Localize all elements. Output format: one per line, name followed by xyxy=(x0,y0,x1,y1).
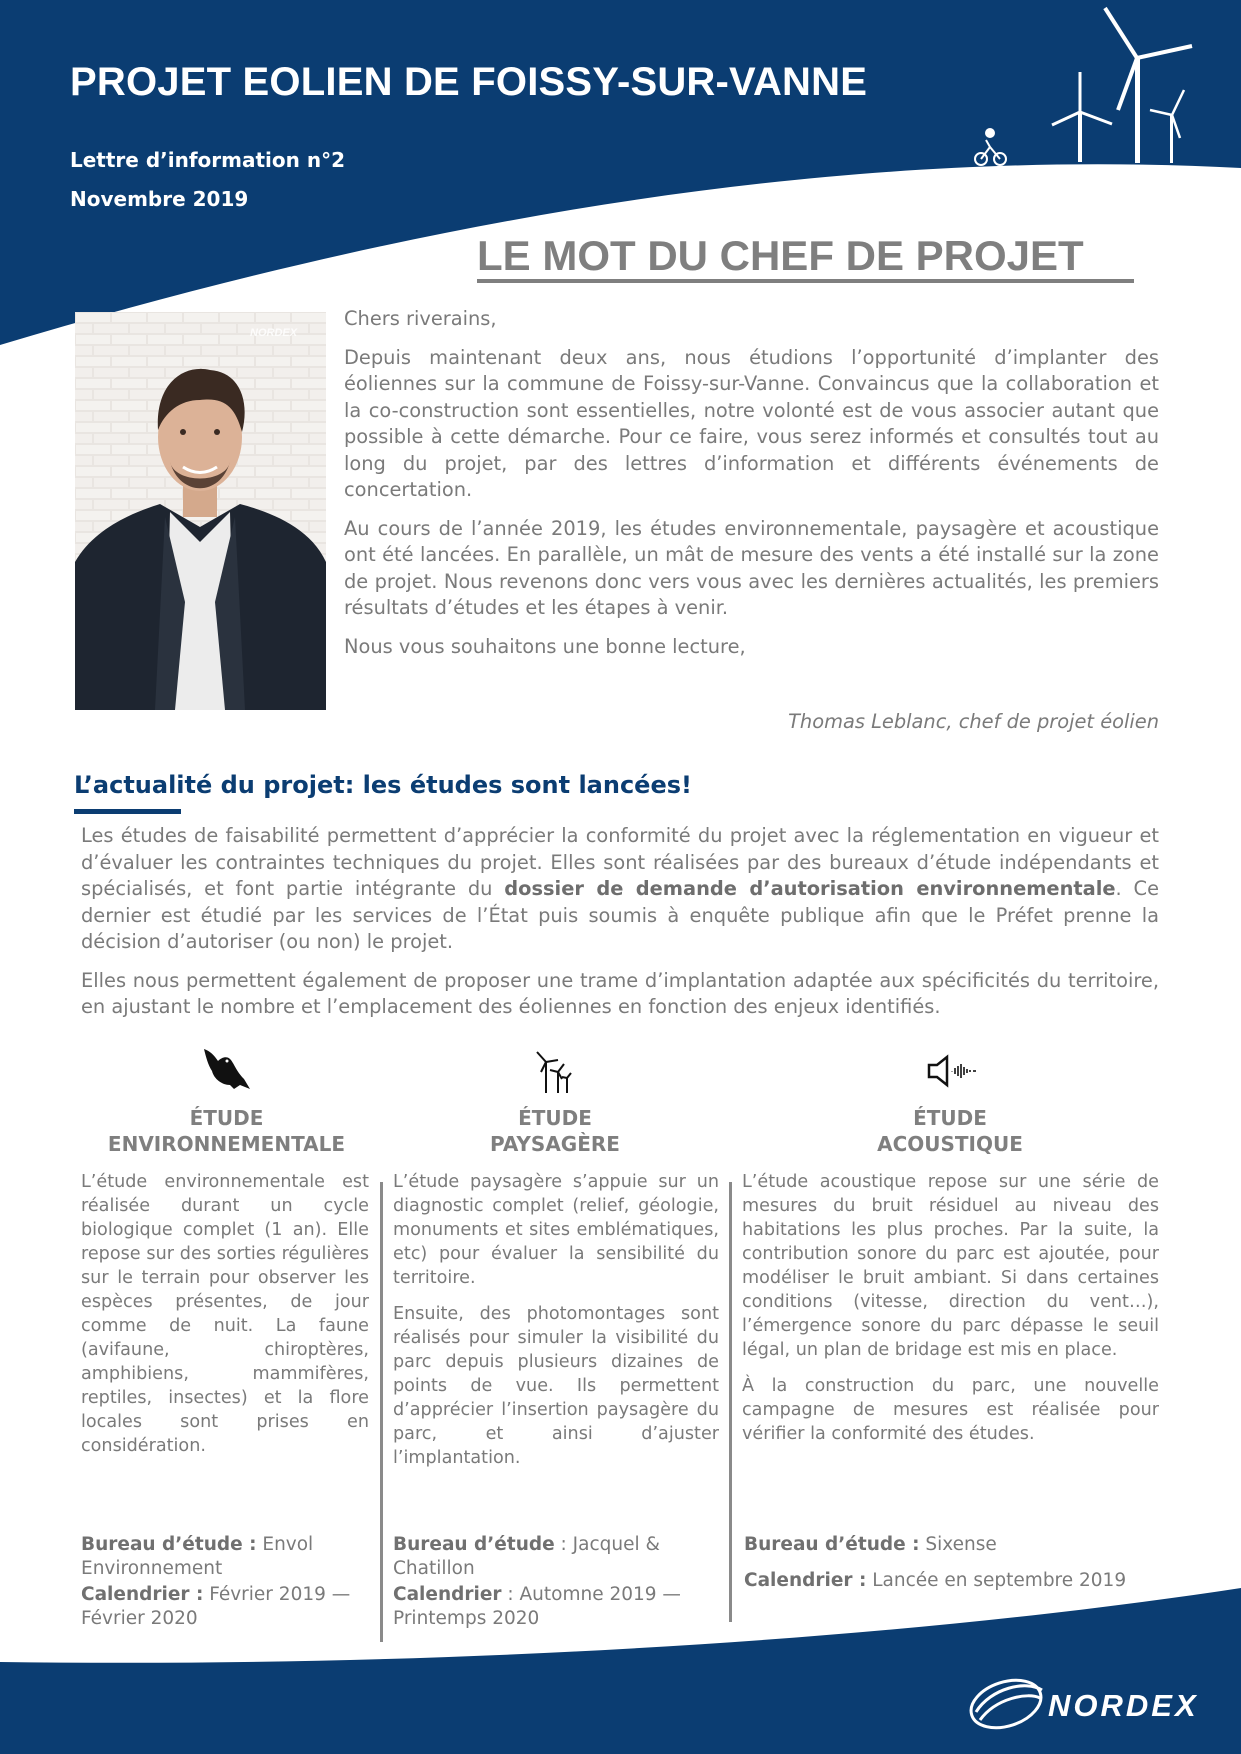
etude-env-title: ÉTUDE ENVIRONNEMENTALE xyxy=(107,1106,346,1156)
intro-paragraph: Nous vous souhaitons une bonne lecture, xyxy=(344,634,746,658)
intro-letter xyxy=(344,306,1159,672)
etude-acoustique-info: Bureau d’étude : Sixense Calendrier : Lancée en septembre 2019 xyxy=(744,1534,1127,1591)
bold-term: dossier de demande d’autorisation environnementale xyxy=(504,877,1116,900)
nordex-logo-text: NORDEX xyxy=(1048,1688,1199,1723)
wind-turbine-icon xyxy=(534,1048,574,1094)
actualite-heading-underline xyxy=(74,809,181,814)
intro-paragraph: Chers riverains, xyxy=(344,307,497,330)
speaker-sound-icon xyxy=(926,1054,978,1088)
column-divider xyxy=(380,1182,383,1642)
etude-paysage-title: ÉTUDE PAYSAGÈRE xyxy=(490,1106,620,1156)
etude-env-text: L’étude environnementale est réalisée durant un cycle biologique complet (1 an). Elle repose sur des sorties régulières sur le terrain pour observer les espèces présentes, de jour comme de nuit. La faune (avifaune, chiroptères, amphibiens, mammifères, reptiles, insectes) et la flore locales sont prises en considération. xyxy=(81,1172,369,1456)
etude-acoustique-text: L’étude acoustique repose sur une série de mesures du bruit résiduel au niveau des habitations les plus proches. Par la suite, la contribution sonore du parc est ajoutée, pour modéliser le bruit ambiant. Si dans certaines conditions (vitesse, direction du vent…), l’émergence sonore du parc dépasse le seuil légal, un plan de bridage est mis en place. À la construction du parc, une nouvelle campagne de mesures est réalisée pour vérifier la conformité des études. xyxy=(742,1172,1159,1444)
actualite-heading: L’actualité du projet: les études sont lancées! xyxy=(74,771,692,799)
mot-heading: LE MOT DU CHEF DE PROJET xyxy=(477,232,1084,279)
photo-watermark: NORDEX xyxy=(250,327,298,339)
nordex-logo xyxy=(966,1668,1228,1738)
actualite-body xyxy=(81,823,1159,1033)
bird-icon xyxy=(200,1045,252,1095)
etude-acoustique-title: ÉTUDE ACOUSTIQUE xyxy=(877,1106,1023,1156)
etude-paysage-text: L’étude paysagère s’appuie sur un diagnostic complet (relief, géologie, monuments et sites emblématiques, etc) pour évaluer la sensibilité du territoire. Ensuite, des photomontages sont réalisés pour simuler la visibilité du parc depuis plusieurs dizaines de points de vue. Ils permettent d’apprécier l’insertion paysagère du parc, et ainsi d’ajuster l’implantation. xyxy=(393,1172,719,1468)
page-title: PROJET EOLIEN DE FOISSY-SUR-VANNE xyxy=(70,60,868,104)
intro-paragraph: Depuis maintenant deux ans, nous étudions l’opportunité d’implanter des éoliennes sur la commune de Foissy-sur-Vanne. Convaincus que la collaboration et la co-construction sont essentielles, notre volonté est de vous associer autant que possible à cette démarche. Pour ce faire, vous serez informés et consultés tout au long du projet, par des lettres d’information et différents événements de concertation. xyxy=(344,345,1159,501)
project-manager-photo xyxy=(75,312,326,710)
etude-paysage-info: Bureau d’étude : Jacquel & Chatillon Calendrier : Automne 2019 — Printemps 2020 xyxy=(393,1534,681,1629)
actualite-paragraph-2: Elles nous permettent également de proposer une trame d’implantation adaptée aux spécificités du territoire, en ajustant le nombre et l’emplacement des éoliennes en fonction des enjeux identifiés. xyxy=(81,968,1159,1018)
mot-heading-underline xyxy=(477,279,1134,283)
signature: Thomas Leblanc, chef de projet éolien xyxy=(788,710,1159,733)
intro-paragraph: Au cours de l’année 2019, les études environnementale, paysagère et acoustique ont été lancées. En parallèle, un mât de mesure des vents a été installé sur la zone de projet. Nous revenons donc vers vous avec les dernières actualités, les premiers résultats d’études et les étapes à venir. xyxy=(344,516,1159,619)
issue-number: Lettre d’information n°2 xyxy=(70,148,345,172)
column-divider xyxy=(729,1182,732,1622)
etude-env-info: Bureau d’étude : Envol Environnement Calendrier : Février 2019 — Février 2020 xyxy=(81,1534,351,1629)
issue-date: Novembre 2019 xyxy=(70,187,249,211)
actualite-paragraph-1: Les études de faisabilité permettent d’apprécier la conformité du projet avec la réglementation en vigueur et d’évaluer les contraintes techniques du projet. Elles sont réalisées par des bureaux d’étude indépendants et spécialisés, et font partie intégrante du dossier de demande d’autorisation environnementale. Ce dernier est étudié par les services de l’État puis soumis à enquête publique afin que le Préfet prenne la décision d’autoriser (ou non) le projet. xyxy=(81,824,1160,953)
